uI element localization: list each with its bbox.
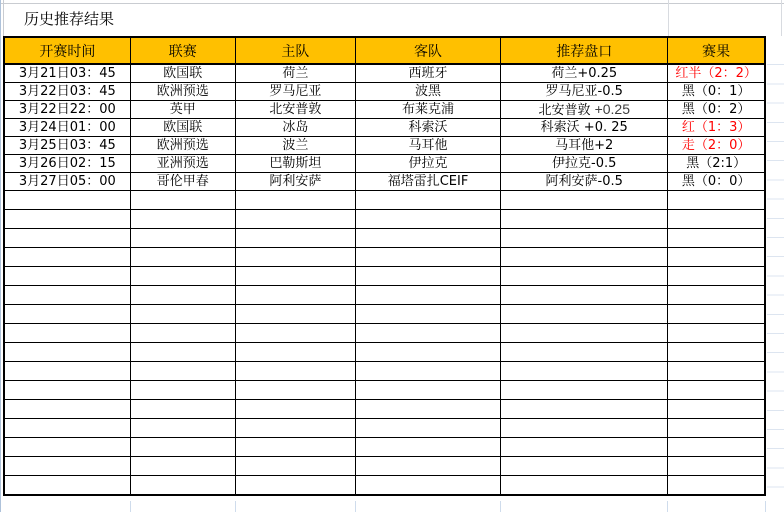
cell-time[interactable]: 3月21日03：45 bbox=[4, 64, 130, 83]
empty-cell[interactable] bbox=[668, 210, 765, 229]
empty-cell[interactable] bbox=[4, 457, 130, 476]
empty-cell[interactable] bbox=[355, 343, 500, 362]
table-row bbox=[4, 119, 765, 137]
empty-cell[interactable] bbox=[130, 210, 235, 229]
empty-cell[interactable] bbox=[130, 381, 235, 400]
empty-cell[interactable] bbox=[355, 457, 500, 476]
empty-cell[interactable] bbox=[355, 286, 500, 305]
cell-time[interactable]: 3月25日03：45 bbox=[4, 137, 130, 155]
cell-handicap[interactable]: 荷兰+0.25 bbox=[501, 64, 668, 83]
table-row bbox=[4, 173, 765, 191]
empty-cell[interactable] bbox=[235, 191, 355, 210]
empty-cell[interactable] bbox=[235, 362, 355, 381]
right-margin-gridlines bbox=[767, 46, 784, 500]
page-title: 历史推荐结果 bbox=[24, 10, 115, 28]
empty-cell[interactable] bbox=[355, 248, 500, 267]
empty-cell[interactable] bbox=[668, 305, 765, 324]
empty-cell[interactable] bbox=[130, 229, 235, 248]
cell-time[interactable]: 3月22日03：45 bbox=[4, 83, 130, 101]
table-header-row bbox=[4, 37, 765, 64]
cell-home-team[interactable]: 荷兰 bbox=[235, 64, 355, 83]
bottom-margin-gridlines bbox=[0, 501, 784, 512]
empty-cell[interactable] bbox=[355, 210, 500, 229]
empty-cell[interactable] bbox=[501, 457, 668, 476]
cell-league[interactable]: 欧洲预选 bbox=[130, 83, 235, 101]
empty-cell[interactable] bbox=[355, 267, 500, 286]
title-area-gridline bbox=[781, 0, 782, 36]
cell-result[interactable]: 黑（0：1） bbox=[668, 83, 765, 101]
cell-away-team[interactable]: 伊拉克 bbox=[355, 155, 500, 173]
empty-cell[interactable] bbox=[130, 476, 235, 496]
cell-home-team[interactable]: 巴勒斯坦 bbox=[235, 155, 355, 173]
cell-league[interactable]: 欧国联 bbox=[130, 119, 235, 137]
cell-handicap[interactable]: 伊拉克-0.5 bbox=[501, 155, 668, 173]
cell-result[interactable]: 黑（0：2） bbox=[668, 101, 765, 119]
cell-away-team[interactable]: 波黑 bbox=[355, 83, 500, 101]
empty-cell[interactable] bbox=[4, 400, 130, 419]
cell-league[interactable]: 欧洲预选 bbox=[130, 137, 235, 155]
cell-league[interactable]: 英甲 bbox=[130, 101, 235, 119]
empty-cell[interactable] bbox=[130, 305, 235, 324]
empty-cell[interactable] bbox=[501, 191, 668, 210]
cell-away-team[interactable]: 布莱克浦 bbox=[355, 101, 500, 119]
table-row bbox=[4, 64, 765, 83]
empty-cell[interactable] bbox=[4, 267, 130, 286]
column-header-handicap[interactable]: 推荐盘口 bbox=[501, 37, 668, 64]
table-row bbox=[4, 83, 765, 101]
empty-cell[interactable] bbox=[4, 305, 130, 324]
empty-table-row bbox=[4, 438, 765, 457]
table-row bbox=[4, 137, 765, 155]
empty-cell[interactable] bbox=[235, 400, 355, 419]
table-row bbox=[4, 101, 765, 119]
empty-cell[interactable] bbox=[501, 381, 668, 400]
empty-cell[interactable] bbox=[130, 343, 235, 362]
empty-cell[interactable] bbox=[501, 343, 668, 362]
empty-cell[interactable] bbox=[668, 267, 765, 286]
empty-table-row bbox=[4, 476, 765, 496]
empty-cell[interactable] bbox=[4, 191, 130, 210]
empty-cell[interactable] bbox=[355, 438, 500, 457]
column-header-time[interactable]: 开赛时间 bbox=[4, 37, 130, 64]
empty-cell[interactable] bbox=[501, 419, 668, 438]
empty-cell[interactable] bbox=[668, 191, 765, 210]
cell-handicap[interactable]: 北安普敦 +0.25 bbox=[501, 101, 668, 119]
empty-cell[interactable] bbox=[668, 324, 765, 343]
empty-cell[interactable] bbox=[668, 381, 765, 400]
column-header-league[interactable]: 联赛 bbox=[130, 37, 235, 64]
cell-home-team[interactable]: 罗马尼亚 bbox=[235, 83, 355, 101]
cell-result[interactable]: 走（2：0） bbox=[668, 137, 765, 155]
cell-home-team[interactable]: 阿利安萨 bbox=[235, 173, 355, 191]
empty-cell[interactable] bbox=[355, 381, 500, 400]
empty-table-row bbox=[4, 324, 765, 343]
cell-result[interactable]: 红半（2：2） bbox=[668, 64, 765, 83]
empty-cell[interactable] bbox=[501, 248, 668, 267]
empty-cell[interactable] bbox=[668, 343, 765, 362]
empty-cell[interactable] bbox=[4, 438, 130, 457]
empty-table-row bbox=[4, 286, 765, 305]
empty-cell[interactable] bbox=[130, 457, 235, 476]
empty-table-row bbox=[4, 267, 765, 286]
handicap-alt-number: +0.25 bbox=[594, 101, 631, 117]
empty-cell[interactable] bbox=[355, 476, 500, 496]
cell-handicap[interactable]: 阿利安萨-0.5 bbox=[501, 173, 668, 191]
cell-home-team[interactable]: 波兰 bbox=[235, 137, 355, 155]
empty-cell[interactable] bbox=[130, 400, 235, 419]
empty-cell[interactable] bbox=[355, 419, 500, 438]
empty-table-row bbox=[4, 457, 765, 476]
table-row bbox=[4, 155, 765, 173]
empty-cell[interactable] bbox=[501, 438, 668, 457]
empty-cell[interactable] bbox=[668, 476, 765, 496]
top-gridline bbox=[0, 3, 784, 4]
empty-cell[interactable] bbox=[501, 286, 668, 305]
cell-home-team[interactable]: 北安普敦 bbox=[235, 101, 355, 119]
empty-cell[interactable] bbox=[235, 343, 355, 362]
empty-cell[interactable] bbox=[4, 343, 130, 362]
title-area-gridline bbox=[668, 0, 669, 36]
empty-table-row bbox=[4, 362, 765, 381]
results-table bbox=[3, 36, 766, 496]
column-header-result[interactable]: 赛果 bbox=[668, 37, 765, 64]
empty-cell[interactable] bbox=[130, 286, 235, 305]
empty-cell[interactable] bbox=[235, 324, 355, 343]
empty-cell[interactable] bbox=[235, 419, 355, 438]
cell-away-team[interactable]: 马耳他 bbox=[355, 137, 500, 155]
empty-cell[interactable] bbox=[4, 286, 130, 305]
empty-cell[interactable] bbox=[355, 362, 500, 381]
empty-cell[interactable] bbox=[668, 438, 765, 457]
empty-cell[interactable] bbox=[130, 419, 235, 438]
cell-away-team[interactable]: 福塔雷扎CEIF bbox=[355, 173, 500, 191]
empty-cell[interactable] bbox=[668, 229, 765, 248]
empty-cell[interactable] bbox=[501, 476, 668, 496]
empty-cell[interactable] bbox=[235, 457, 355, 476]
empty-table-row bbox=[4, 210, 765, 229]
cell-handicap[interactable]: 科索沃 +0. 25 bbox=[501, 119, 668, 137]
empty-cell[interactable] bbox=[4, 362, 130, 381]
empty-table-row bbox=[4, 305, 765, 324]
cell-league[interactable]: 欧国联 bbox=[130, 64, 235, 83]
empty-cell[interactable] bbox=[355, 305, 500, 324]
empty-cell[interactable] bbox=[235, 229, 355, 248]
empty-cell[interactable] bbox=[235, 267, 355, 286]
empty-cell[interactable] bbox=[130, 248, 235, 267]
empty-cell[interactable] bbox=[235, 286, 355, 305]
empty-cell[interactable] bbox=[501, 267, 668, 286]
cell-time[interactable]: 3月22日22：00 bbox=[4, 101, 130, 119]
cell-time[interactable]: 3月27日05：00 bbox=[4, 173, 130, 191]
empty-cell[interactable] bbox=[501, 210, 668, 229]
empty-cell[interactable] bbox=[4, 248, 130, 267]
empty-cell[interactable] bbox=[4, 419, 130, 438]
cell-result[interactable]: 红（1：3） bbox=[668, 119, 765, 137]
empty-cell[interactable] bbox=[130, 324, 235, 343]
empty-table-row bbox=[4, 191, 765, 210]
empty-cell[interactable] bbox=[235, 305, 355, 324]
empty-cell[interactable] bbox=[130, 438, 235, 457]
cell-time[interactable]: 3月24日01：00 bbox=[4, 119, 130, 137]
cell-result[interactable]: 黑（0：0） bbox=[668, 173, 765, 191]
empty-cell[interactable] bbox=[668, 400, 765, 419]
cell-away-team[interactable]: 科索沃 bbox=[355, 119, 500, 137]
empty-cell[interactable] bbox=[668, 457, 765, 476]
empty-cell[interactable] bbox=[235, 210, 355, 229]
empty-cell[interactable] bbox=[130, 267, 235, 286]
cell-league[interactable]: 哥伦甲春 bbox=[130, 173, 235, 191]
empty-cell[interactable] bbox=[501, 305, 668, 324]
empty-cell[interactable] bbox=[130, 362, 235, 381]
empty-cell[interactable] bbox=[355, 191, 500, 210]
empty-cell[interactable] bbox=[501, 324, 668, 343]
empty-cell[interactable] bbox=[668, 248, 765, 267]
empty-cell[interactable] bbox=[4, 324, 130, 343]
empty-cell[interactable] bbox=[501, 229, 668, 248]
empty-cell[interactable] bbox=[668, 362, 765, 381]
empty-cell[interactable] bbox=[355, 229, 500, 248]
empty-cell[interactable] bbox=[4, 476, 130, 496]
empty-table-row bbox=[4, 400, 765, 419]
cell-away-team[interactable]: 西班牙 bbox=[355, 64, 500, 83]
empty-cell[interactable] bbox=[235, 438, 355, 457]
cell-league[interactable]: 亚洲预选 bbox=[130, 155, 235, 173]
empty-cell[interactable] bbox=[501, 400, 668, 419]
empty-cell[interactable] bbox=[130, 191, 235, 210]
empty-table-row bbox=[4, 229, 765, 248]
cell-handicap[interactable]: 马耳他+2 bbox=[501, 137, 668, 155]
empty-cell[interactable] bbox=[668, 419, 765, 438]
empty-table-row bbox=[4, 248, 765, 267]
empty-cell[interactable] bbox=[235, 381, 355, 400]
empty-cell[interactable] bbox=[4, 229, 130, 248]
empty-cell[interactable] bbox=[668, 286, 765, 305]
cell-home-team[interactable]: 冰岛 bbox=[235, 119, 355, 137]
empty-cell[interactable] bbox=[501, 362, 668, 381]
column-header-away-team[interactable]: 客队 bbox=[355, 37, 500, 64]
empty-table-row bbox=[4, 381, 765, 400]
empty-table-row bbox=[4, 419, 765, 438]
cell-time[interactable]: 3月26日02：15 bbox=[4, 155, 130, 173]
empty-cell[interactable] bbox=[235, 248, 355, 267]
cell-result[interactable]: 黑（2:1） bbox=[668, 155, 765, 173]
left-edge-strip bbox=[0, 0, 1, 512]
empty-cell[interactable] bbox=[355, 324, 500, 343]
cell-handicap[interactable]: 罗马尼亚-0.5 bbox=[501, 83, 668, 101]
empty-cell[interactable] bbox=[235, 476, 355, 496]
empty-table-row bbox=[4, 343, 765, 362]
empty-cell[interactable] bbox=[4, 381, 130, 400]
column-header-home-team[interactable]: 主队 bbox=[235, 37, 355, 64]
empty-cell[interactable] bbox=[355, 400, 500, 419]
empty-cell[interactable] bbox=[4, 210, 130, 229]
